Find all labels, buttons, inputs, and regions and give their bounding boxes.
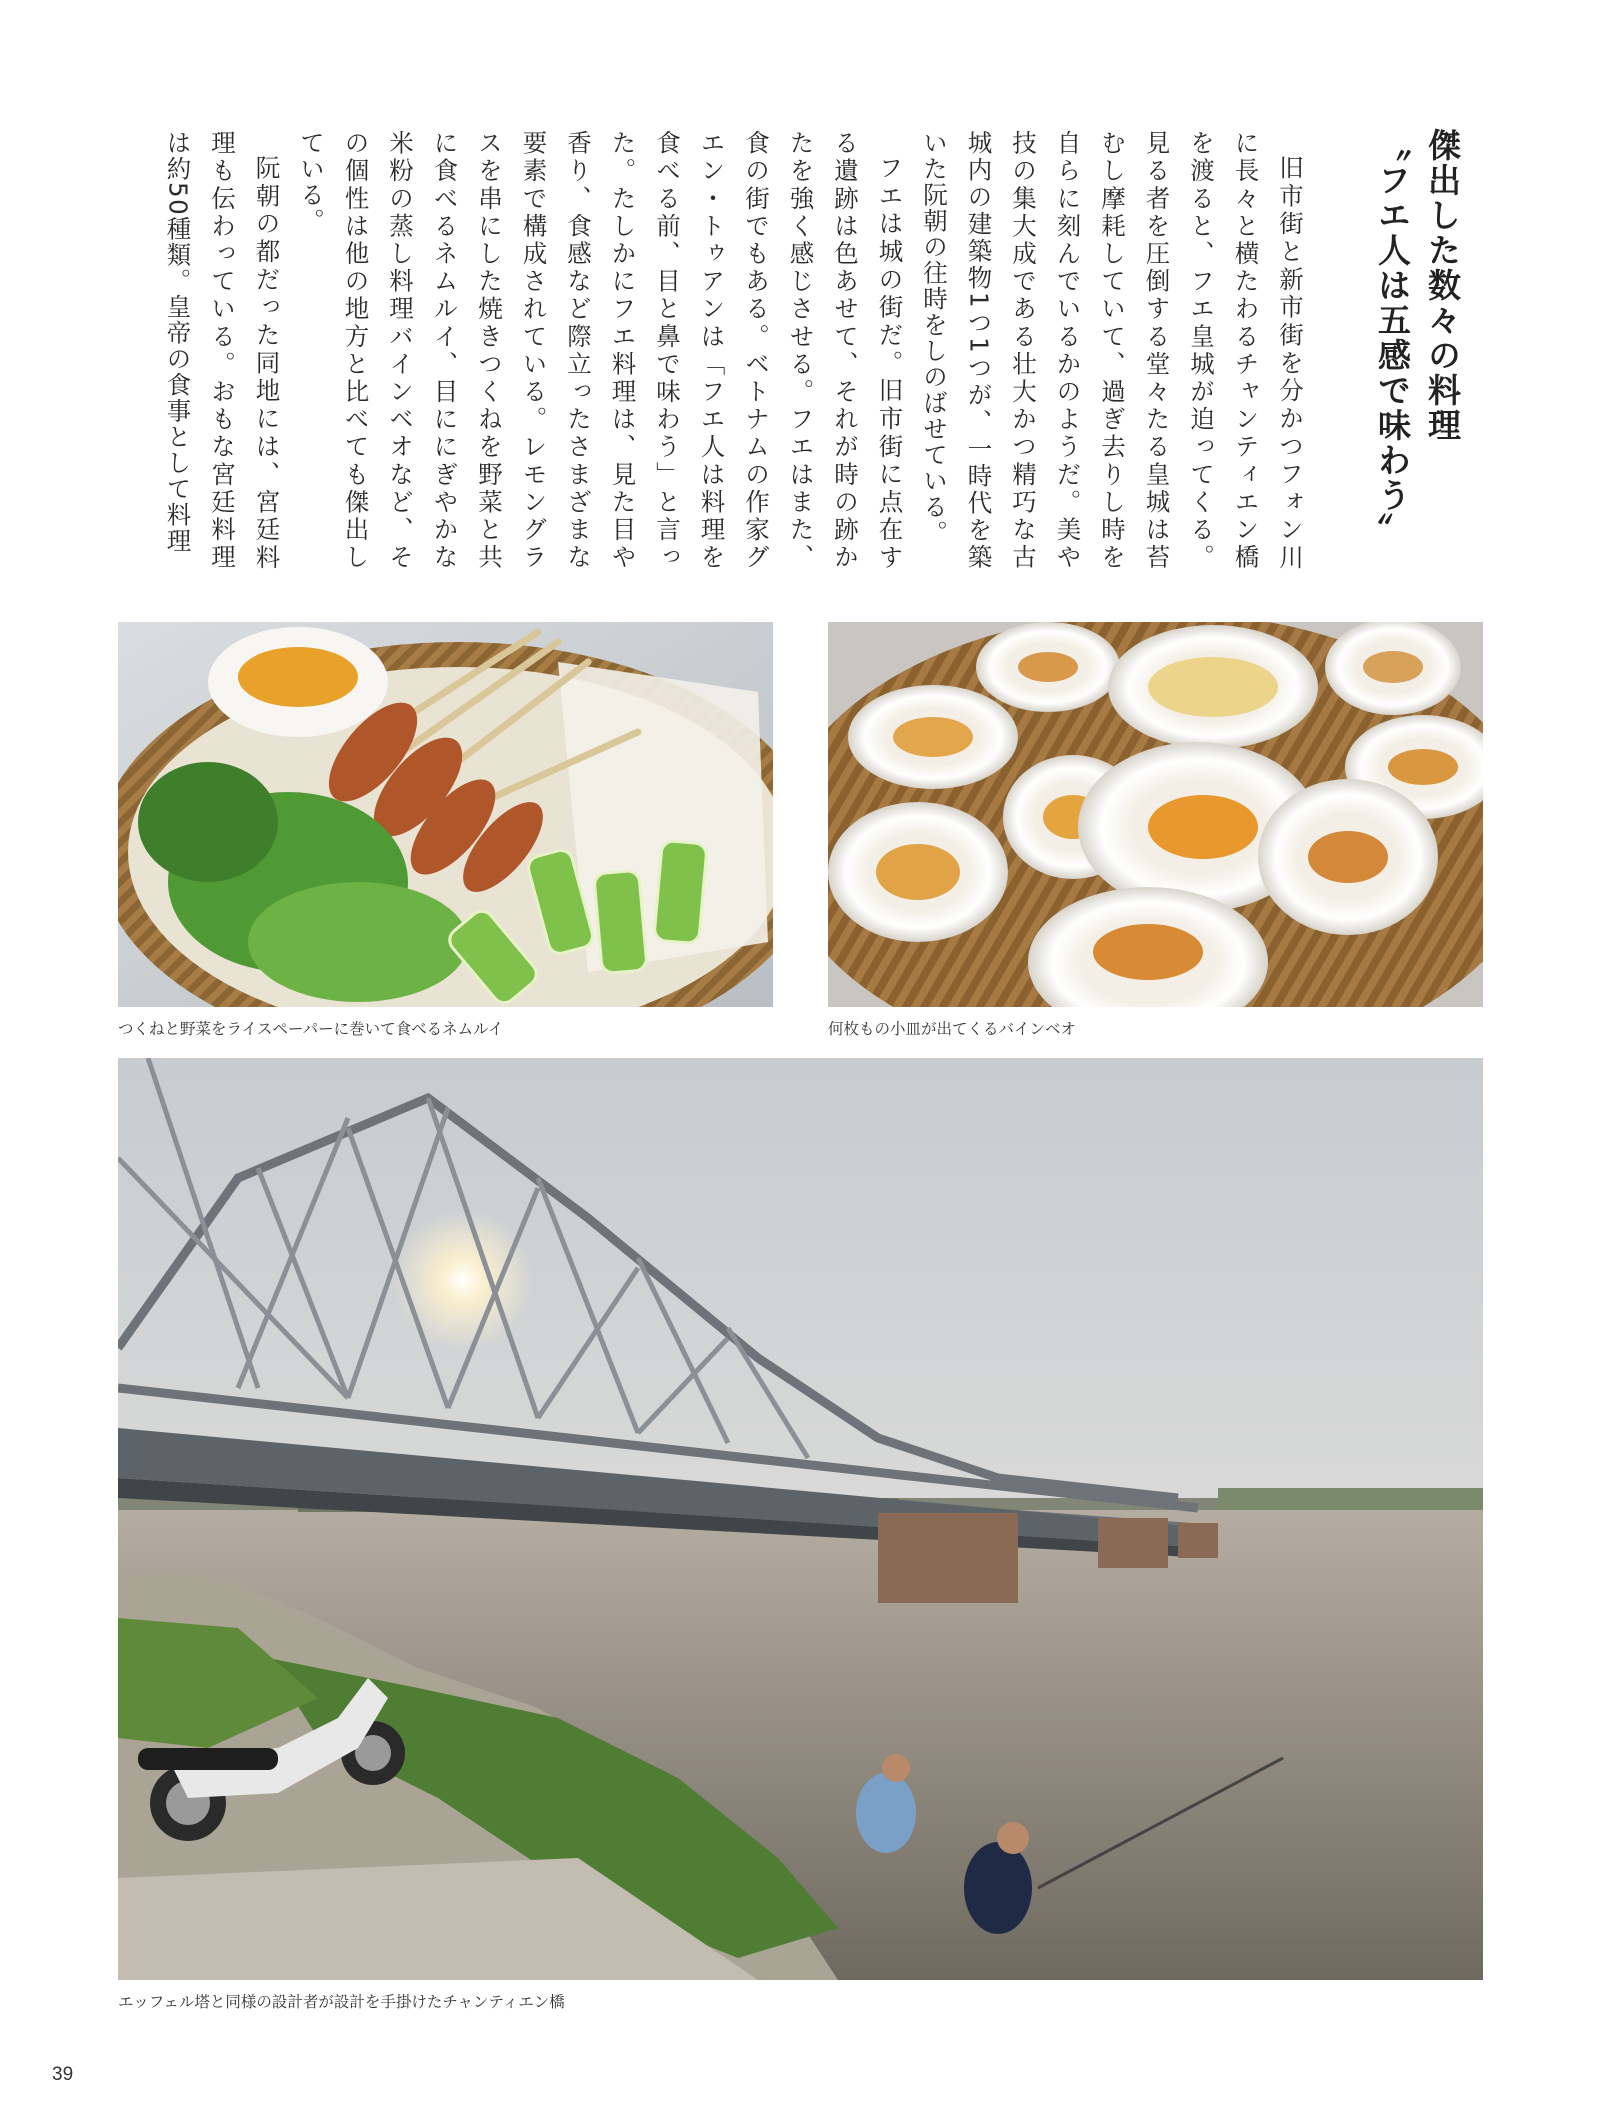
photo-trang-tien-bridge	[118, 1058, 1483, 1980]
paragraph-3: 阮朝の都だった同地には、宮廷料理も伝わっている。おもな宮廷料理は約50種類。皇帝の食事として料理	[163, 130, 282, 570]
heading-line-2: 〝フエ人は五感で味わう〟	[1373, 128, 1412, 548]
caption-banh-beo: 何枚もの小皿が出てくるバインベオ	[828, 1020, 1077, 1038]
page-number: 39	[52, 2064, 74, 2085]
article-body	[112, 130, 1312, 570]
photo-nem-lui	[118, 622, 773, 1007]
paragraph-1: 旧市街と新市街を分かつフォン川に長々と横たわるチャンティエン橋を渡ると、フエ皇城が迫ってくる。見る者を圧倒する堂々たる皇城は苔むし摩耗していて、過ぎ去りし時を自らに刻んでいるかのようだ。美や技の集大成である壮大かつ精巧な古城内の建築物1つ1つが、一時代を築いた阮朝の往時をしのばせている。	[920, 130, 1305, 570]
photo-banh-beo	[828, 622, 1483, 1007]
caption-nem-lui: つくねと野菜をライスペーパーに巻いて食べるネムルイ	[118, 1020, 504, 1038]
paragraph-2: フエは城の街だ。旧市街に点在する遺跡は色あせて、それが時の跡かたを強く感じさせる。フエはまた、食の街でもある。ベトナムの作家グエン・トゥアンは「フエ人は料理を食べる前、目と鼻で味わう」と言った。たしかにフエ料理は、見た目や香り、食感など際立ったさまざまな要素で構成されている。レモングラスを串にした焼きつくねを野菜と共に食べるネムルイ、目ににぎやかな米粉の蒸し料理バインベオなど、その個性は他の地方と比べても傑出している。	[297, 130, 905, 570]
caption-bridge: エッフェル塔と同様の設計者が設計を手掛けたチャンティエン橋	[118, 1993, 565, 2011]
heading-line-1: 傑出した数々の料理	[1423, 128, 1462, 443]
article-heading	[1367, 128, 1467, 588]
